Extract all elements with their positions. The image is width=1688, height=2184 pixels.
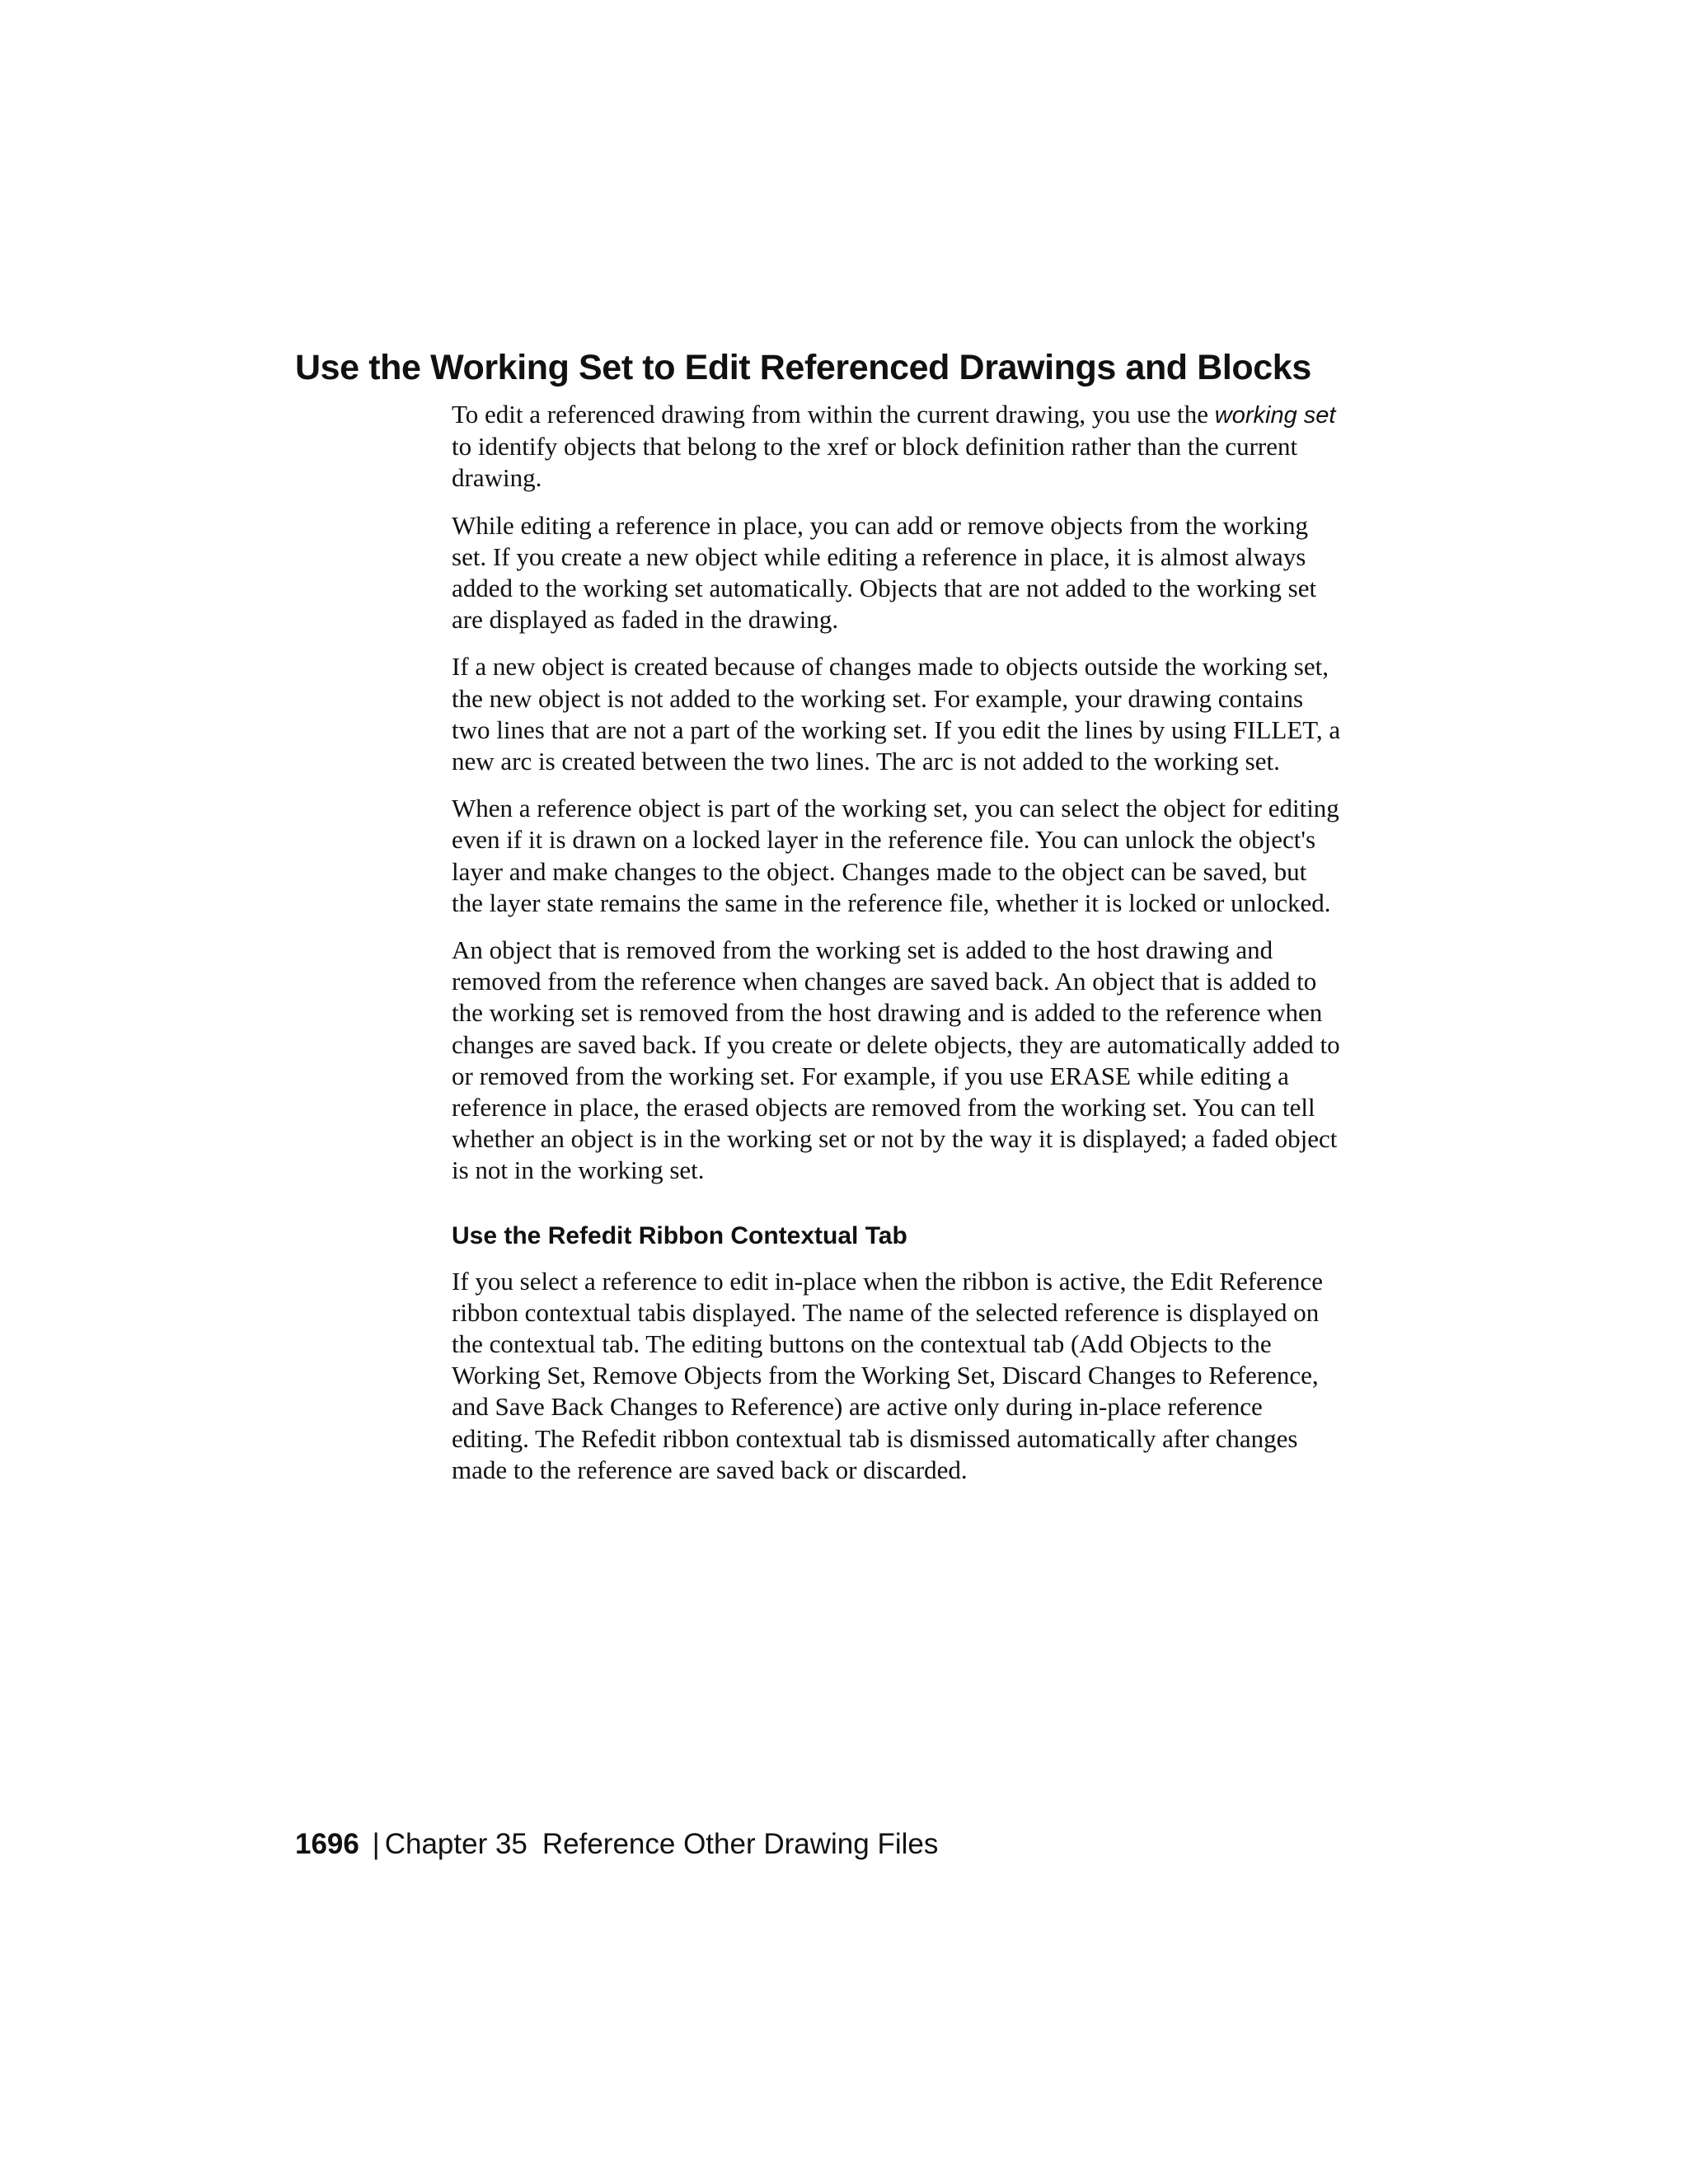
paragraph-locked-layer: When a reference object is part of the working set, you can select the object for editing even if it is drawn on a locked layer in the reference file. You can unlock the object's layer and make changes to the object. Changes made to the object can be saved, but the layer state remains the same in the reference file, whether it is locked or unlocked. [452, 794, 1339, 917]
paragraph-new-object: If a new object is created because of changes made to objects outside the working set, the new object is not added to the working set. For example, your drawing contains two lines that are not a part of the working set. If you edit the lines by using FILLET, a new arc is created between the two lines. The arc is not added to the working set. [452, 652, 1341, 776]
working-set-term: working set [1214, 402, 1336, 429]
paragraph-refedit-ribbon: If you select a reference to edit in-place when the ribbon is active, the Edit Reference ribbon contextual tabis displayed. The name of the selected reference is displayed on the contextual tab. The editing buttons on the contextual tab (Add Objects to the Working Set, Remove Objects from the Working Set, Discard Changes to Reference, and Save Back Changes to Reference) are active only during in-place reference editing. The Refedit ribbon contextual tab is dismissed automatically after changes made to the reference are saved back or discarded. [452, 1266, 1323, 1484]
page-number: 1696 [295, 1828, 359, 1860]
body-text [452, 399, 1342, 1502]
footer-separator: | [372, 1828, 380, 1860]
page-footer [295, 1826, 938, 1863]
intro-text-after: to identify objects that belong to the xref or block definition rather than the current drawing. [452, 432, 1298, 493]
subsection-heading: Use the Refedit Ribbon Contextual Tab [452, 1221, 907, 1249]
chapter-title: Reference Other Drawing Files [542, 1828, 939, 1860]
chapter-label: Chapter 35 [384, 1828, 528, 1860]
section-heading: Use the Working Set to Edit Referenced Drawings and Blocks [295, 348, 1311, 387]
paragraph-removed-objects: An object that is removed from the working set is added to the host drawing and removed from the reference when changes are saved back. An object that is added to the working set is removed from the host drawing and is added to the reference when changes are saved back. If you create or delete objects, they are automatically added to or removed from the working set. For example, if you use ERASE while editing a reference in place, the erased objects are removed from the working set. You can tell whether an object is in the working set or not by the way it is displayed; a faded object is not in the working set. [452, 935, 1340, 1185]
intro-paragraph [452, 399, 1342, 494]
paragraph-add-remove: While editing a reference in place, you can add or remove objects from the working set. If you create a new object while editing a reference in place, it is almost always added to the working set automatically. Objects that are not added to the working set are displayed as faded in the drawing. [452, 510, 1317, 635]
intro-text-before: To edit a referenced drawing from within the current drawing, you use the [452, 400, 1215, 429]
